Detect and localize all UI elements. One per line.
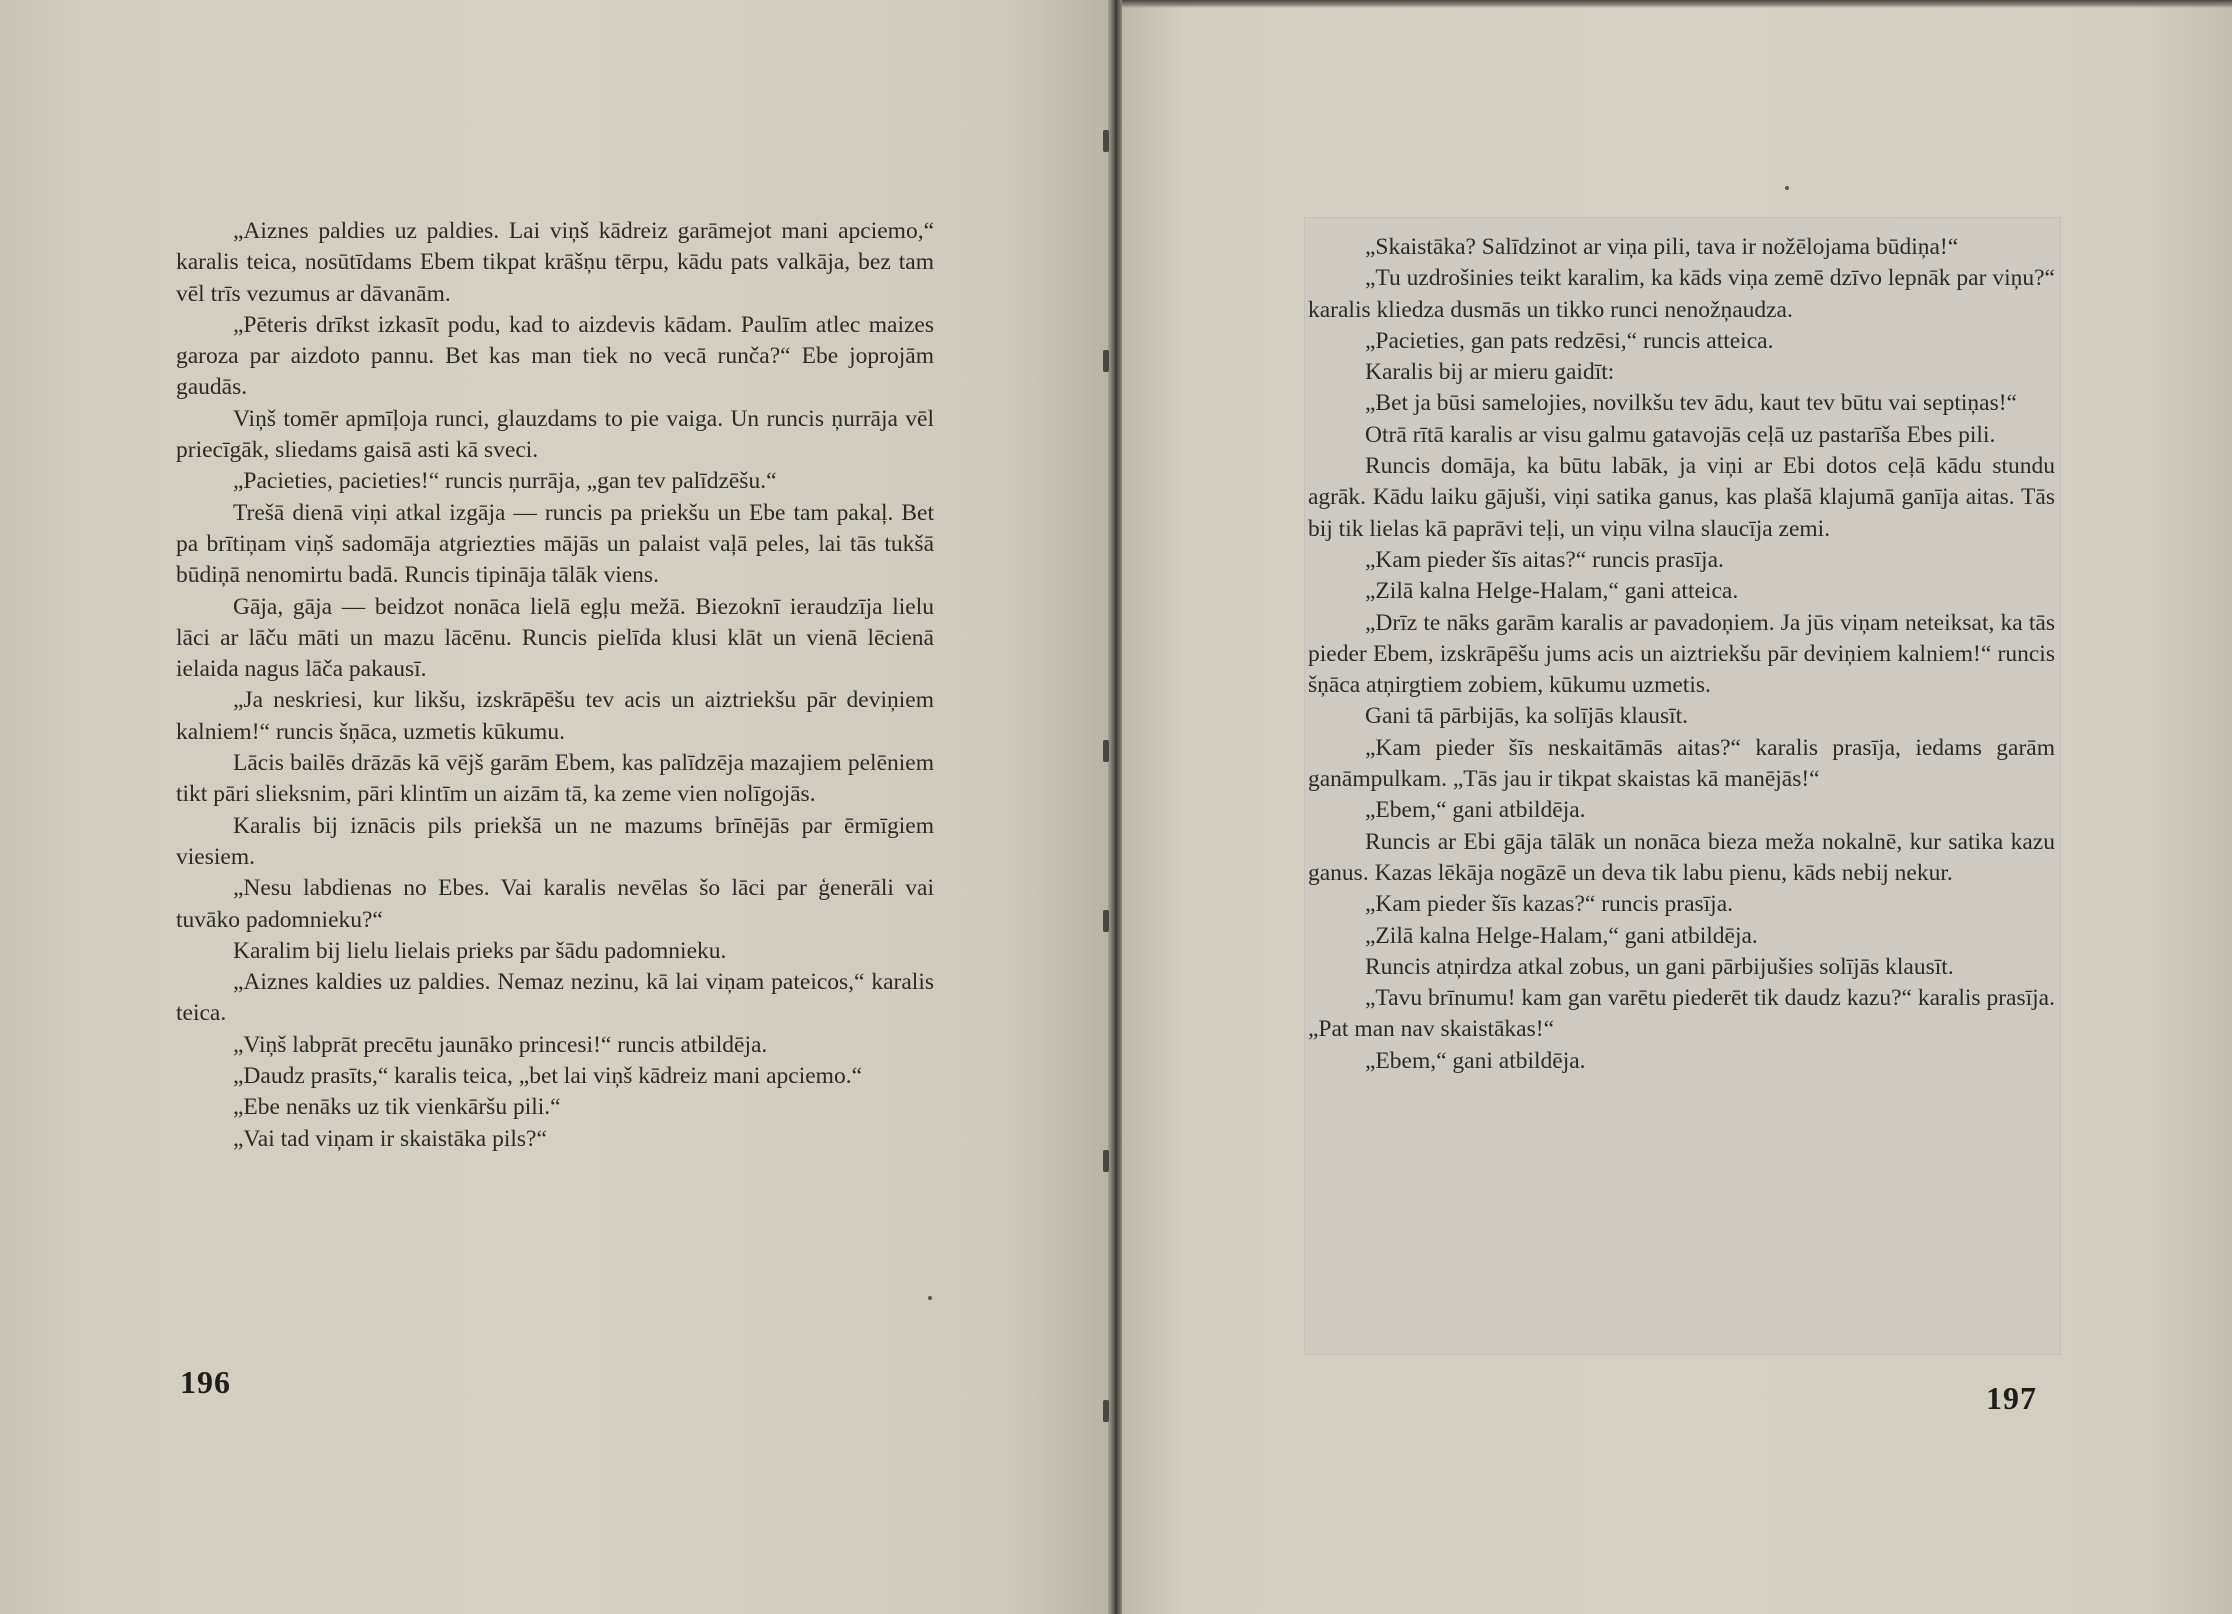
paragraph: „Nesu labdienas no Ebes. Vai karalis nevēlas šo lāci par ģenerāli vai tuvāko padomnieku?“	[176, 875, 934, 933]
binding-stitch	[1103, 350, 1109, 372]
binding-stitch	[1103, 910, 1109, 932]
page-number-left: 196	[180, 1364, 231, 1400]
paragraph: „Kam pieder šīs kazas?“ runcis prasīja.	[1365, 891, 1734, 918]
paragraph: „Pacieties, gan pats redzēsi,“ runcis atteica.	[1365, 327, 1774, 354]
paragraph: „Tu uzdrošinies teikt karalim, ka kāds viņa zemē dzīvo lepnāk par viņu?“ karalis kliedza dusmās un tikko runci nenožņaudza.	[1308, 265, 2055, 323]
paragraph: Runcis ar Ebi gāja tālāk un nonāca bieza meža nokalnē, kur satika kazu ganus. Kazas lēkāja nogāzē un deva tik labu pienu, kāds nebij nekur.	[1308, 828, 2055, 886]
binding-stitch	[1103, 1150, 1109, 1172]
paragraph: Otrā rītā karalis ar visu galmu gatavojās ceļā uz pastarīša Ebes pili.	[1365, 421, 1996, 448]
paragraph: „Daudz prasīts,“ karalis teica, „bet lai viņš kādreiz mani apciemo.“	[233, 1063, 863, 1090]
paragraph: Lācis bailēs drāzās kā vējš garām Ebem, kas palīdzēja mazajiem pelēniem tikt pāri slieksnim, pāri klintīm un aizām tā, ka zeme vien nolīgojās.	[176, 750, 934, 808]
paragraph: Gāja, gāja — beidzot nonāca lielā egļu mežā. Biezoknī ieraudzīja lielu lāci ar lāču māti un mazu lācēnu. Runcis pielīda klusi klāt un vienā lēcienā ielaida nagus lāča pakausī.	[176, 593, 934, 683]
book-gutter	[1108, 0, 1122, 1614]
binding-stitch	[1103, 130, 1109, 152]
paragraph: „Zilā kalna Helge-Halam,“ gani atbildēja.	[1365, 922, 1758, 949]
paragraph: „Zilā kalna Helge-Halam,“ gani atteica.	[1365, 578, 1739, 605]
paragraph: „Kam pieder šīs aitas?“ runcis prasīja.	[1365, 546, 1724, 573]
paragraph: „Ebe nenāks uz tik vienkāršu pili.“	[233, 1094, 561, 1121]
paragraph: „Drīz te nāks garām karalis ar pavadoņiem. Ja jūs viņam neteiksat, ka tās pieder Ebem, izskrāpēšu jums acis un aiztriekšu pār deviņiem kalniem!“ runcis šņāca atņirgtiem zobiem, kūkumu uzmetis.	[1308, 609, 2055, 699]
right-page-body	[1308, 232, 2055, 1077]
paragraph: „Kam pieder šīs neskaitāmās aitas?“ karalis prasīja, iedams garām ganāmpulkam. „Tās jau ir tikpat skaistas kā manējās!“	[1308, 734, 2055, 793]
paragraph: „Ebem,“ gani atbildēja.	[1365, 1047, 1586, 1074]
paper-speck	[928, 1296, 932, 1300]
paragraph: Trešā dienā viņi atkal izgāja — runcis pa priekšu un Ebe tam pakaļ. Bet pa brītiņam viņš sadomāja atgriezties mājās un palaist vaļā peles, lai tās tukšā būdiņā nenomirtu badā. Runcis tipināja tālāk viens.	[176, 499, 934, 589]
page-top-edge-shadow	[1118, 0, 2232, 8]
paragraph: „Bet ja būsi samelojies, novilkšu tev ādu, kaut tev būtu vai septiņas!“	[1365, 390, 2017, 417]
paragraph: „Skaistāka? Salīdzinot ar viņa pili, tava ir nožēlojama būdiņa!“	[1365, 234, 1959, 260]
paragraph: Viņš tomēr apmīļoja runci, glauzdams to pie vaiga. Un runcis ņurrāja vēl priecīgāk, sliedams gaisā asti kā sveci.	[176, 405, 934, 464]
paragraph: „Pacieties, pacieties!“ runcis ņurrāja, „gan tev palīdzēšu.“	[233, 468, 777, 495]
page-number-right: 197	[1986, 1380, 2037, 1416]
paragraph: „Viņš labprāt precētu jaunāko princesi!“ runcis atbildēja.	[233, 1031, 768, 1058]
left-page-body	[176, 216, 934, 1155]
paragraph: „Ja neskriesi, kur likšu, izskrāpēšu tev acis un aiztriekšu pār deviņiem kalniem!“ runcis šņāca, uzmetis kūkumu.	[176, 687, 934, 745]
paragraph: „Pēteris drīkst izkasīt podu, kad to aizdevis kādam. Paulīm atlec maizes garoza par aizdoto pannu. Bet kas man tiek no vecā runča?“ Ebe joprojām gaudās.	[176, 311, 934, 401]
paragraph: Runcis atņirdza atkal zobus, un gani pārbijušies solījās klausīt.	[1365, 953, 1954, 980]
paragraph: Runcis domāja, ka būtu labāk, ja viņi ar Ebi dotos ceļā kādu stundu agrāk. Kādu laiku gājuši, viņi satika ganus, kas plašā klajumā ganīja aitas. Tās bij tik lielas kā paprāvi teļi, un viņu vilna slaucīja zemi.	[1308, 453, 2055, 542]
paragraph: „Tavu brīnumu! kam gan varētu piederēt tik daudz kazu?“ karalis prasīja. „Pat man nav skaistākas!“	[1308, 985, 2055, 1043]
paragraph: „Aiznes paldies uz paldies. Lai viņš kādreiz garāmejot mani apciemo,“ karalis teica, nosūtīdams Ebem tikpat krāšņu tērpu, kādu pats valkāja, bez tam vēl trīs vezumus ar dāvanām.	[176, 218, 934, 307]
paragraph: „Aiznes kaldies uz paldies. Nemaz nezinu, kā lai viņam pateicos,“ karalis teica.	[176, 969, 934, 1027]
paragraph: Gani tā pārbijās, ka solījās klausīt.	[1365, 703, 1689, 730]
binding-stitch	[1103, 740, 1109, 762]
paper-speck	[1785, 186, 1789, 190]
paragraph: Karalim bij lielu lielais prieks par šādu padomnieku.	[233, 937, 727, 964]
binding-stitch	[1103, 1400, 1109, 1422]
paragraph: Karalis bij ar mieru gaidīt:	[1365, 359, 1615, 386]
paragraph: „Vai tad viņam ir skaistāka pils?“	[233, 1125, 547, 1152]
paragraph: Karalis bij iznācis pils priekšā un ne mazums brīnējās par ērmīgiem viesiem.	[176, 812, 934, 870]
paragraph: „Ebem,“ gani atbildēja.	[1365, 797, 1586, 824]
